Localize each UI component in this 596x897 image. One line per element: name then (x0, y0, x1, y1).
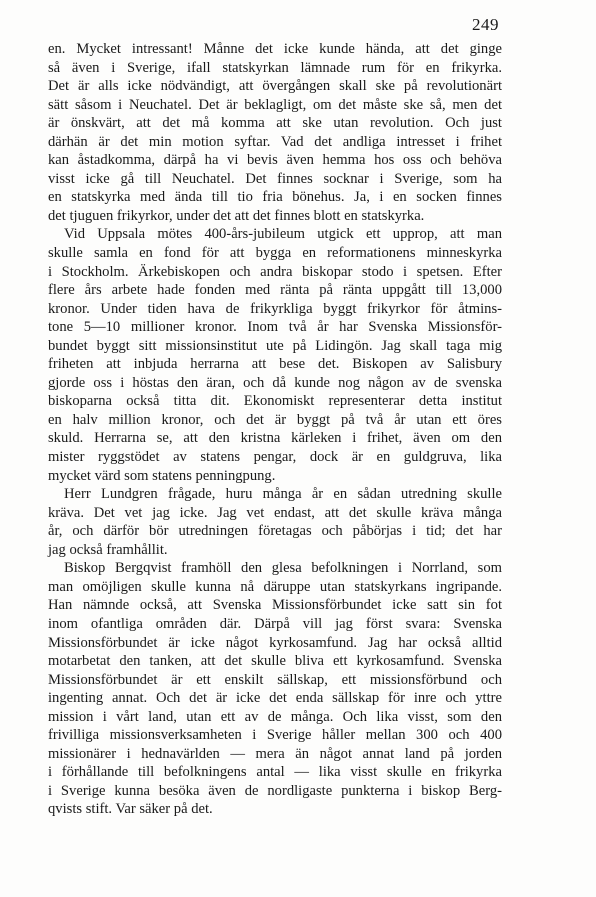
text-line: Han nämnde också, att Svenska Missionsförbundet icke satt sin fot (48, 597, 502, 614)
text-line: Det är alls icke nödvändigt, att övergången skall ske på revolutionärt (48, 78, 502, 95)
text-line: kan åstadkomma, därpå ha vi bevis även hemma hos oss och behöva (48, 152, 502, 169)
text-line: biskoparna också titta dit. Ekonomiskt representerar detta institut (48, 393, 502, 410)
text-line: ingenting annat. Och det är icke det enda sällskap för inre och yttre (48, 690, 502, 707)
text-line: därhän är det min motion syftar. Vad det andliga intresset i frihet (48, 133, 502, 150)
text-line: frivilliga missionsverksamheten i Sverige håller mellan 300 och 400 (48, 727, 502, 744)
paragraph-start-line: Vid Uppsala mötes 400-års-jubileum utgick ett upprop, att man (64, 226, 502, 243)
text-line: i förhållande till befolkningens antal — lika visst skulle en frikyrka (48, 764, 502, 781)
text-line: en halv million kronor, och det är byggt på två år utan ett öres (48, 411, 502, 428)
text-line: Missionsförbundet är icke något kyrkosamfund. Jag har också alltid (48, 634, 502, 651)
text-line: friheten att inbjuda herrarna att bese det. Biskopen av Salisbury (48, 356, 502, 373)
text-line: en statskyrka med ända till tio fria bönehus. Ja, i en socken finnes (48, 189, 502, 206)
text-line: det tjuguen frikyrkor, under det att det finnes blott en statskyrka. (48, 207, 425, 224)
text-line: sätt såsom i Neuchatel. Det är beklagligt, om det måste ske så, men det (48, 96, 502, 113)
text-line: bundet byggt sitt missionsinstitut ute på Lidingön. Jag skall taga mig (48, 337, 502, 354)
text-line: qvists stift. Var säker på det. (48, 801, 213, 818)
text-line: gjorde oss i höstas den äran, och då kunde nog någon av de svenska (48, 374, 502, 391)
text-line: visst icke gå till Neuchatel. Det finnes socknar i Sverige, som ha (48, 170, 502, 187)
text-line: mission i vårt land, utan ett av de många. Och lika visst, som den (48, 708, 502, 725)
text-line: mycket värd som statens penningpung. (48, 467, 276, 484)
body-text (48, 40, 502, 819)
text-line: år, och därför bör utredningen företagas och påbörjas i tid; det har (48, 523, 502, 540)
text-line: kronor. Under tiden hava de frikyrkliga byggt frikyrkor för åtmins- (48, 300, 502, 317)
paragraph-start-line: Biskop Bergqvist framhöll den glesa befolkningen i Norrland, som (64, 560, 502, 577)
paragraph-start-line: Herr Lundgren frågade, huru många år en sådan utredning skulle (64, 486, 502, 503)
text-line: skulle samla en fond för att bygga en reformationens minneskyrka (48, 245, 502, 262)
text-line: är önskvärt, att det må komma att ske utan revolution. Och just (48, 115, 502, 132)
text-line: man omöjligen skulle kunna nå däruppe utan statskyrkans ingripande. (48, 578, 502, 595)
page-number: 249 (472, 15, 499, 34)
text-line: jag också framhållit. (48, 541, 168, 558)
text-line: Missionsförbundet är ett enskilt sällskap, ett missionsförbund och (48, 671, 502, 688)
text-line: motarbetat den tanken, att det skulle bliva ett kyrkosamfund. Svenska (48, 653, 502, 670)
text-line: inom ofantliga områden där. Därpå vill jag först svara: Svenska (48, 615, 502, 632)
text-line: skuld. Herrarna se, att den kristna kärleken i frihet, även om den (48, 430, 502, 447)
text-line: kräva. Det vet jag icke. Jag vet endast, att det skulle kräva många (48, 504, 502, 521)
text-line: så även i Sverige, ifall statskyrkan lämnade rum för en frikyrka. (48, 59, 502, 76)
text-line: flere års arbete hade fonden med ränta på ränta uppgått till 13,000 (48, 282, 502, 299)
text-line: i Stockholm. Ärkebiskopen och andra biskopar stodo i spetsen. Efter (48, 263, 502, 280)
text-line: en. Mycket intressant! Månne det icke kunde hända, att det ginge (48, 41, 502, 57)
text-line: missionärer i hednavärlden — mera än något annat land på jorden (48, 745, 502, 762)
text-line: i Sverige kunna besöka även de nordligaste punkterna i biskop Berg- (48, 782, 502, 799)
text-line: tone 5—10 millioner kronor. Inom två år har Svenska Missionsför- (48, 319, 502, 336)
text-line: mister ryggstödet av statens pengar, dock är en guldgruva, lika (48, 449, 502, 466)
